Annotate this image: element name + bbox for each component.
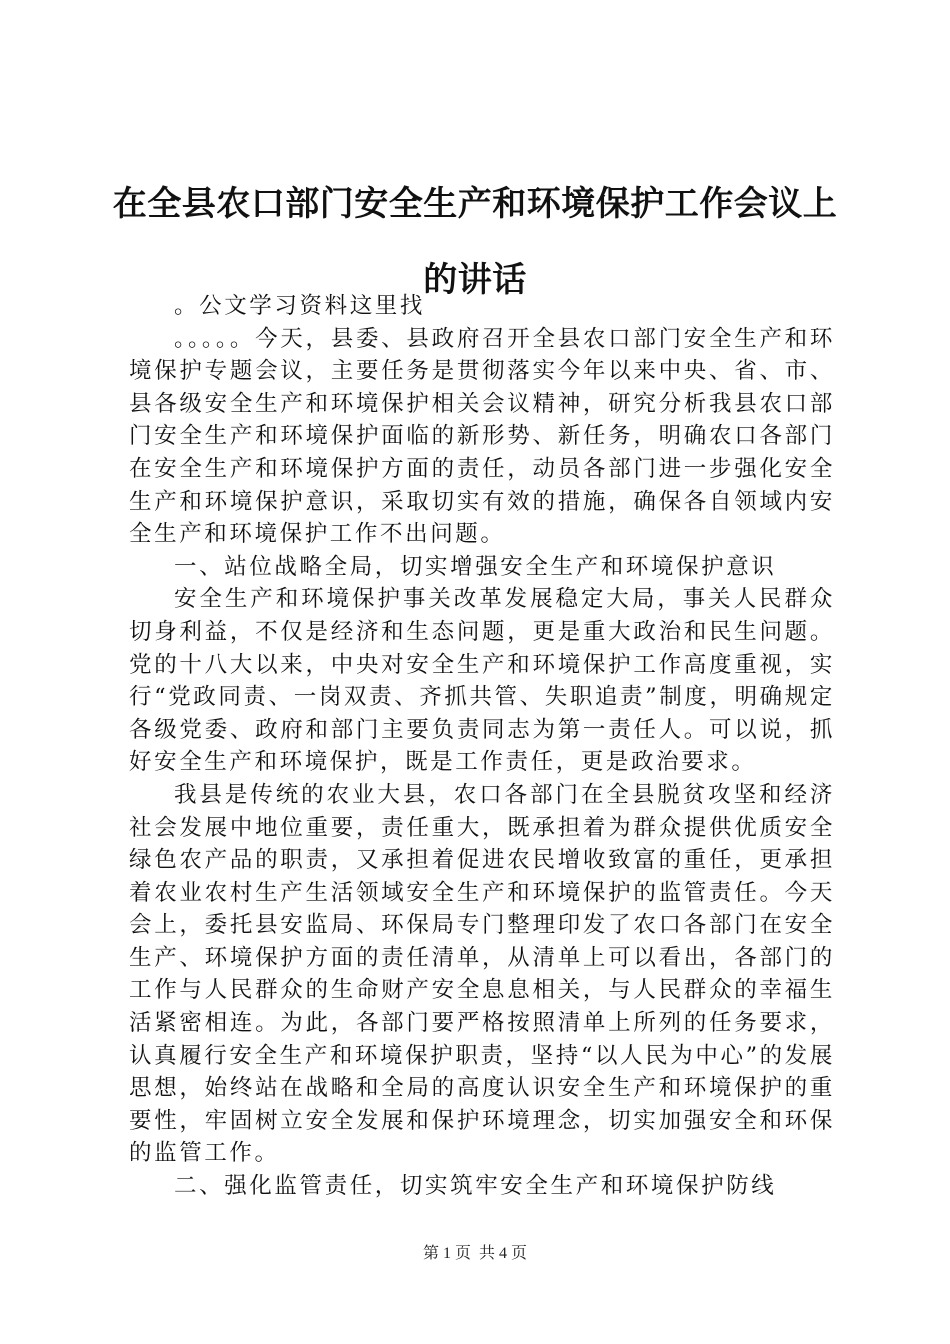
- document-body: [129, 290, 835, 1203]
- section-heading-1: 一、站位战略全局，切实增强安全生产和环境保护意识: [174, 553, 777, 580]
- section-1-paragraph-1: 安全生产和环境保护事关改革发展稳定大局，事关人民群众切身利益，不仅是经济和生态问题，更是重大政治和民生问题。党的十八大以来，中央对安全生产和环境保护工作高度重视，实行“党政同责、一岗双责、齐抓共管、失职追责”制度，明确规定各级党委、政府和部门主要负责同志为第一责任人。可以说，抓好安全生产和环境保护，既是工作责任，更是政治要求。: [129, 586, 835, 776]
- intro-paragraph: 。。。。。今天，县委、县政府召开全县农口部门安全生产和环境保护专题会议，主要任务是贯彻落实今年以来中央、省、市、县各级安全生产和环境保护相关会议精神，研究分析我县农口部门安全生产和环境保护面临的新形势、新任务，明确农口各部门在安全生产和环境保护方面的责任，动员各部门进一步强化安全生产和环境保护意识，采取切实有效的措施，确保各自领域内安全生产和环境保护工作不出问题。: [129, 325, 835, 548]
- document-title: 在全县农口部门安全生产和环境保护工作会议上的讲话: [112, 184, 838, 300]
- page-number: 第 1 页 共 4 页: [422, 1245, 527, 1262]
- section-1-paragraph-2: 我县是传统的农业大县，农口各部门在全县脱贫攻坚和经济社会发展中地位重要，责任重大，既承担着为群众提供优质安全绿色农产品的职责，又承担着促进农民增收致富的重任，更承担着农业农村生产生活领域安全生产和环境保护的监管责任。今天会上，委托县安监局、环保局专门整理印发了农口各部门在安全生产、环境保护方面的责任清单，从清单上可以看出，各部门的工作与人民群众的生命财产安全息息相关，与人民群众的幸福生活紧密相连。为此，各部门要严格按照清单上所列的任务要求，认真履行安全生产和环境保护职责，坚持“以人民为中心”的发展思想，始终站在战略和全局的高度认识安全生产和环境保护的重要性，牢固树立安全发展和保护环境理念，切实加强安全和环保的监管工作。: [129, 781, 835, 1167]
- source-note: 。公文学习资料这里找: [174, 293, 426, 319]
- section-heading-2: 二、强化监管责任，切实筑牢安全生产和环境保护防线: [174, 1173, 777, 1200]
- page-footer: [0, 1240, 950, 1263]
